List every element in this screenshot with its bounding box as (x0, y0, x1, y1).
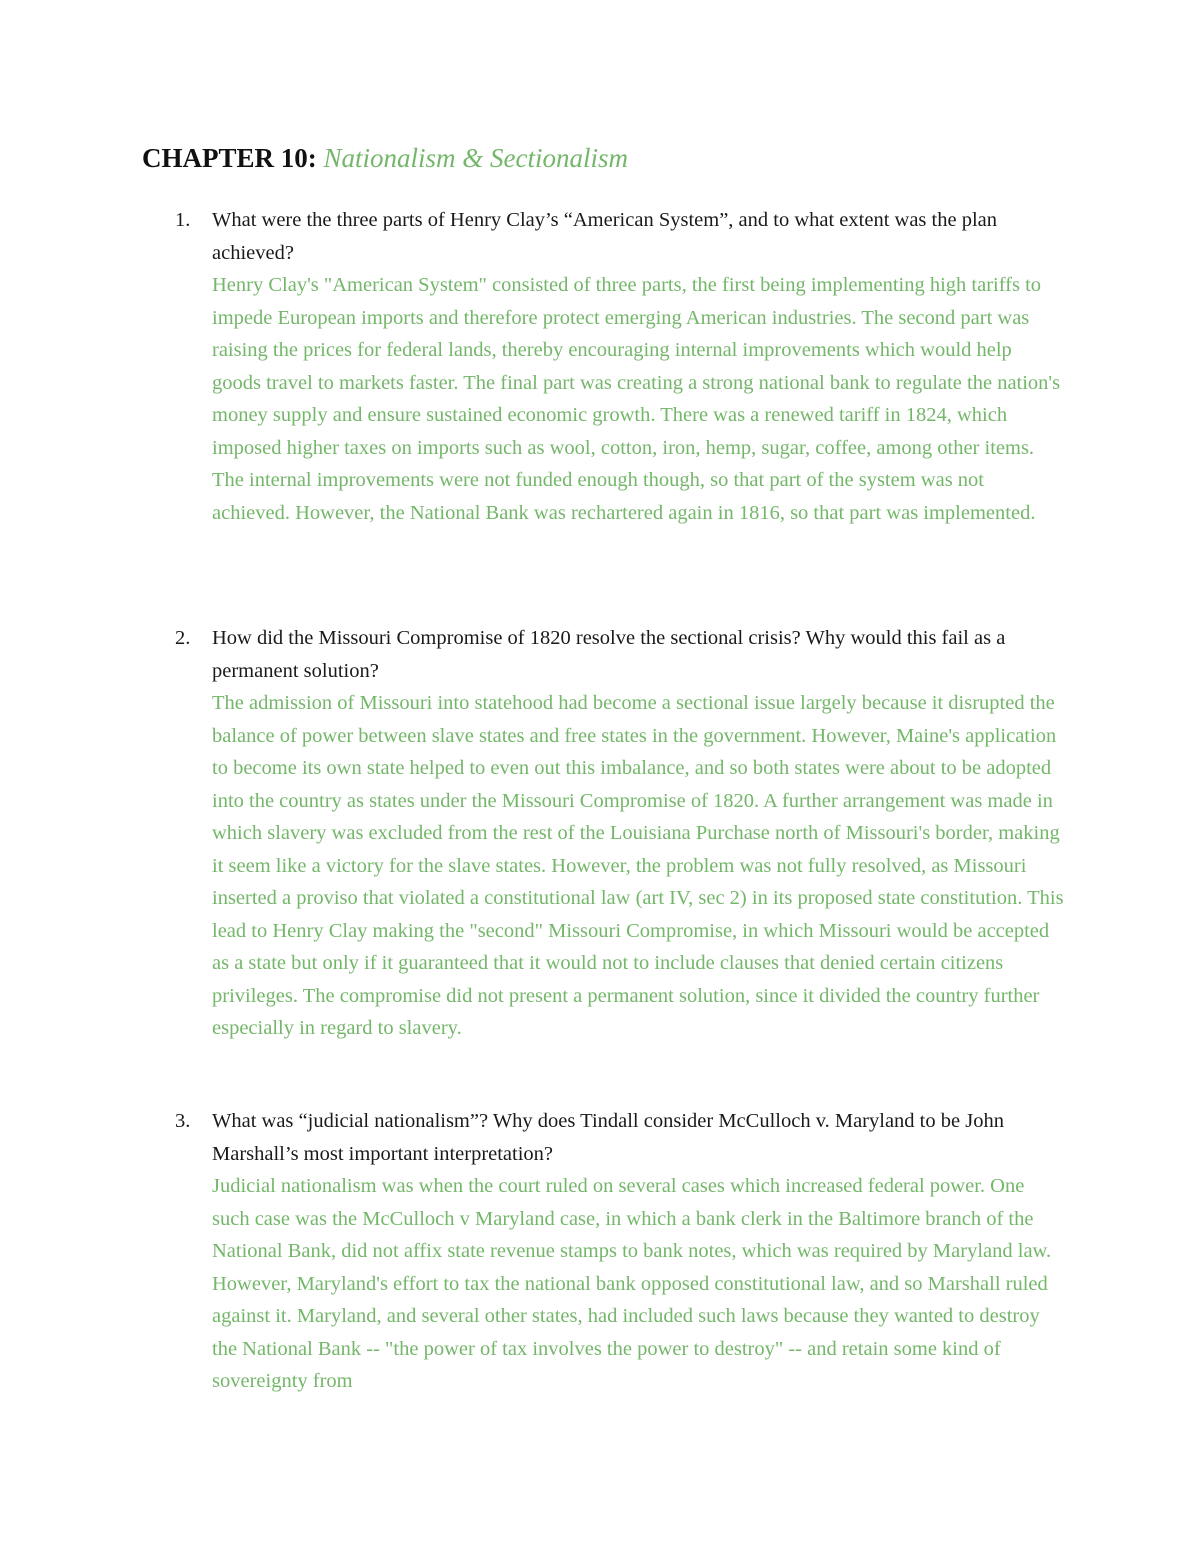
question-text: What were the three parts of Henry Clay’s “American System”, and to what extent was the plan achieved? (212, 209, 997, 264)
question-item-1 (175, 204, 1064, 529)
question-item-2 (175, 622, 1064, 1045)
question-number: 2. (175, 627, 191, 649)
chapter-subtitle: Nationalism & Sectionalism (323, 143, 629, 173)
answer-text: Judicial nationalism was when the court ruled on several cases which increased federal power. One such case was the McCulloch v Maryland case, in which a bank clerk in the Baltimore branch of the National Bank, did not affix state revenue stamps to bank notes, which was required by Maryland law. However, Maryland's effort to tax the national bank opposed constitutional law, and so Marshall ruled against it. Maryland, and several other states, had included such laws because they wanted to destroy the National Bank -- "the power of tax involves the power to destroy" -- and retain some kind of sovereignty from (212, 1175, 1052, 1392)
answer-text: Henry Clay's "American System" consisted of three parts, the first being implementing high tariffs to impede European imports and therefore protect emerging American industries. The second part was raising the prices for federal lands, thereby encouraging internal improvements which would help goods travel to markets faster. The final part was creating a strong national bank to regulate the nation's money supply and ensure sustained economic growth. There was a renewed tariff in 1824, which imposed higher taxes on imports such as wool, cotton, iron, hemp, sugar, coffee, among other items. The internal improvements were not funded enough though, so that part of the system was not achieved. However, the National Bank was rechartered again in 1816, so that part was implemented. (212, 274, 1061, 524)
page-title (142, 140, 628, 176)
question-text: How did the Missouri Compromise of 1820 resolve the sectional crisis? Why would this fail as a permanent solution? (212, 627, 1006, 682)
chapter-label: CHAPTER 10: (142, 143, 317, 173)
answer-text: The admission of Missouri into statehood had become a sectional issue largely because it disrupted the balance of power between slave states and free states in the government. However, Maine's application to become its own state helped to even out this imbalance, and so both states were about to be adopted into the country as states under the Missouri Compromise of 1820. A further arrangement was made in which slavery was excluded from the rest of the Louisiana Purchase north of Missouri's border, making it seem like a victory for the slave states. However, the problem was not fully resolved, as Missouri inserted a proviso that violated a constitutional law (art IV, sec 2) in its proposed state constitution. This lead to Henry Clay making the "second" Missouri Compromise, in which Missouri would be accepted as a state but only if it guaranteed that it would not to include clauses that denied certain citizens privileges. The compromise did not present a permanent solution, since it divided the country further especially in regard to slavery. (212, 692, 1064, 1039)
question-text: What was “judicial nationalism”? Why does Tindall consider McCulloch v. Maryland to be John Marshall’s most important interpretation? (212, 1110, 1004, 1165)
question-item-3 (175, 1105, 1064, 1462)
question-number: 1. (175, 209, 191, 231)
question-number: 3. (175, 1110, 191, 1132)
